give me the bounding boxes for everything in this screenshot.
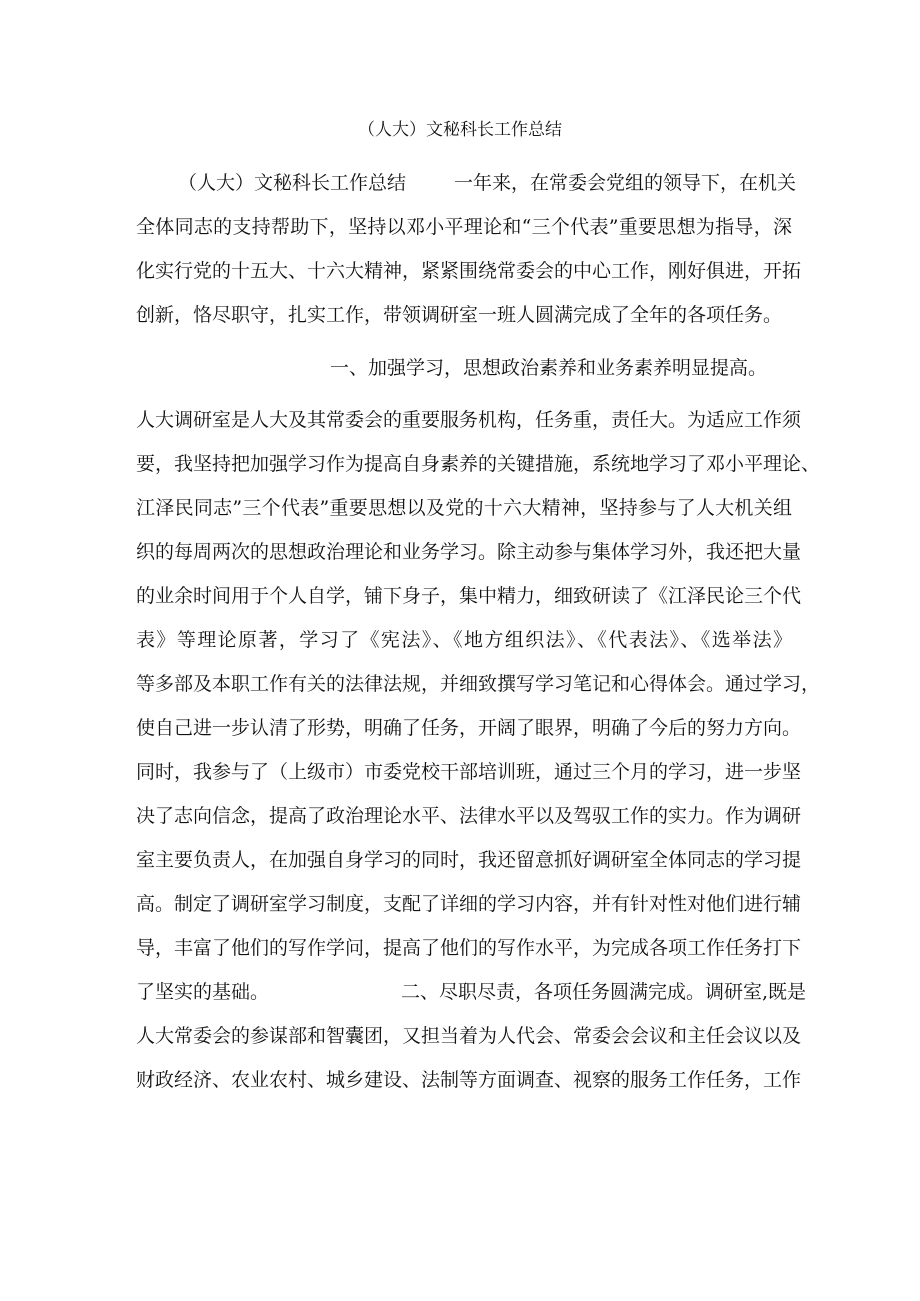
body-line: 决了志向信念，提高了政治理论水平、法律水平以及驾驭工作的实力。作为调研	[136, 805, 802, 827]
intro-line-2: 全体同志的支持帮助下，坚持以邓小平理论和“三个代表”重要思想为指导，深	[136, 216, 792, 238]
body-line: 导，丰富了他们的写作学问，提高了他们的写作水平，为完成各项工作任务打下	[136, 937, 802, 959]
intro-lead: （人大）文秘科长工作总结	[178, 172, 407, 194]
body-line: 表》等理论原著，学习了《宪法》、《地方组织法》、《代表法》、《选举法》	[136, 629, 792, 651]
intro-line-3: 化实行党的十五大、十六大精神，紧紧围绕常委会的中心工作，刚好俱进，开拓	[136, 260, 802, 282]
intro-line-1	[178, 170, 797, 196]
body-line: 人大调研室是人大及其常委会的重要服务机构，任务重，责任大。为适应工作须	[136, 409, 802, 431]
section-heading-1: 一、加强学习，思想政治素养和业务素养明显提高。	[330, 357, 768, 379]
body-line: 等多部及本职工作有关的法律法规，并细致撰写学习笔记和心得体会。通过学习，	[136, 673, 821, 695]
foundation-line	[136, 979, 807, 1005]
intro-line-1-rest: 一年来，在常委会党组的领导下，在机关	[454, 172, 797, 194]
intro-line-4: 创新，恪尽职守，扎实工作，带领调研室一班人圆满完成了全年的各项任务。	[136, 304, 783, 326]
body-line: 室主要负责人，在加强自身学习的同时，我还留意抓好调研室全体同志的学习提	[136, 849, 802, 871]
foundation-left: 了坚实的基础。	[136, 981, 270, 1003]
body-line: 高。制定了调研室学习制度，支配了详细的学习内容，并有针对性对他们进行辅	[136, 893, 802, 915]
body-line: 织的每周两次的思想政治理论和业务学习。除主动参与集体学习外，我还把大量	[136, 541, 802, 563]
body-line: 的业余时间用于个人自学，铺下身子，集中精力，细致研读了《江泽民论三个代	[136, 585, 802, 607]
document-title: （人大）文秘科长工作总结	[358, 120, 562, 140]
body-line: 使自己进一步认清了形势，明确了任务，开阔了眼界，明确了今后的努力方向。	[136, 717, 802, 739]
body-line: 要，我坚持把加强学习作为提高自身素养的关键措施，系统地学习了邓小平理论、	[136, 453, 821, 475]
section-heading-2-start: 二、尽职尽责，各项任务圆满完成。调研室,既是	[401, 981, 807, 1003]
body-line: 人大常委会的参谋部和智囊团，又担当着为人代会、常委会会议和主任会议以及	[136, 1025, 802, 1047]
body-line: 同时，我参与了（上级市）市委党校干部培训班，通过三个月的学习，进一步坚	[136, 761, 802, 783]
body-line: 江泽民同志”三个代表”重要思想以及党的十六大精神，坚持参与了人大机关组	[136, 497, 792, 519]
body-line: 财政经济、农业农村、城乡建设、法制等方面调查、视察的服务工作任务，工作	[136, 1069, 802, 1091]
